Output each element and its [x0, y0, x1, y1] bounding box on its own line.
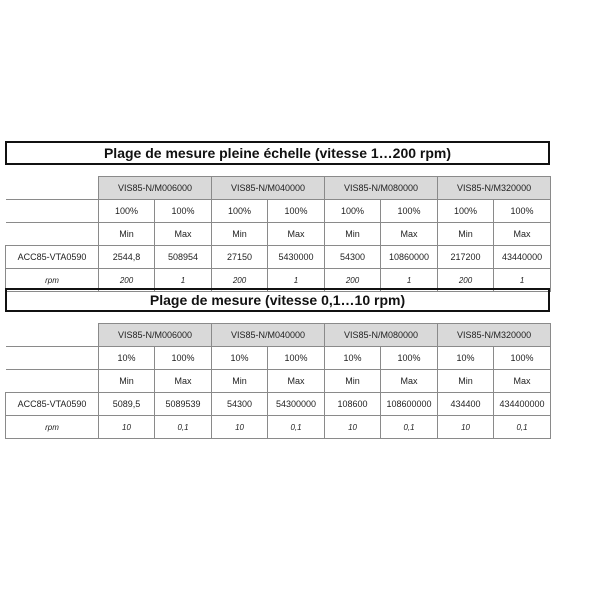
percent-cell: 10%	[325, 347, 381, 370]
minmax-cell: Min	[438, 223, 494, 246]
rpm-cell: 10	[325, 416, 381, 439]
model-header: VIS85-N/M320000	[438, 324, 551, 347]
range-section-full-scale	[5, 141, 550, 292]
minmax-cell: Min	[212, 370, 268, 393]
rpm-cell: 10	[438, 416, 494, 439]
measurement-table	[5, 176, 551, 292]
empty-cell	[6, 324, 99, 347]
rpm-label: rpm	[6, 416, 99, 439]
model-header-row	[6, 177, 551, 200]
minmax-cell: Max	[381, 223, 438, 246]
value-cell: 54300	[212, 393, 268, 416]
rpm-cell: 0,1	[494, 416, 551, 439]
rpm-cell: 200	[438, 269, 494, 292]
section-title: Plage de mesure pleine échelle (vitesse 1…200 rpm)	[5, 141, 550, 165]
rpm-cell: 0,1	[268, 416, 325, 439]
value-cell: 108600000	[381, 393, 438, 416]
empty-cell	[6, 223, 99, 246]
rpm-cell: 1	[381, 269, 438, 292]
percent-cell: 100%	[268, 347, 325, 370]
value-row	[6, 393, 551, 416]
range-section-low-speed	[5, 288, 550, 439]
percent-cell: 100%	[212, 200, 268, 223]
model-header: VIS85-N/M080000	[325, 177, 438, 200]
rpm-cell: 1	[155, 269, 212, 292]
percent-cell: 100%	[494, 347, 551, 370]
minmax-cell: Max	[155, 223, 212, 246]
minmax-cell: Max	[494, 370, 551, 393]
minmax-cell: Max	[381, 370, 438, 393]
value-cell: 10860000	[381, 246, 438, 269]
empty-cell	[6, 177, 99, 200]
percent-cell: 10%	[212, 347, 268, 370]
rpm-label: rpm	[6, 269, 99, 292]
row-label: ACC85-VTA0590	[6, 393, 99, 416]
rpm-cell: 1	[494, 269, 551, 292]
percent-cell: 100%	[155, 200, 212, 223]
empty-cell	[6, 200, 99, 223]
minmax-cell: Min	[99, 223, 155, 246]
minmax-cell: Max	[268, 223, 325, 246]
value-cell: 434400	[438, 393, 494, 416]
value-cell: 2544,8	[99, 246, 155, 269]
minmax-row	[6, 223, 551, 246]
model-header: VIS85-N/M040000	[212, 324, 325, 347]
value-cell: 27150	[212, 246, 268, 269]
rpm-cell: 200	[99, 269, 155, 292]
model-header: VIS85-N/M040000	[212, 177, 325, 200]
value-cell: 54300000	[268, 393, 325, 416]
minmax-cell: Min	[99, 370, 155, 393]
percent-cell: 100%	[381, 347, 438, 370]
value-cell: 54300	[325, 246, 381, 269]
model-header: VIS85-N/M006000	[99, 177, 212, 200]
percent-row	[6, 347, 551, 370]
value-cell: 5089539	[155, 393, 212, 416]
minmax-cell: Min	[325, 223, 381, 246]
value-row	[6, 246, 551, 269]
value-cell: 108600	[325, 393, 381, 416]
value-cell: 5089,5	[99, 393, 155, 416]
minmax-cell: Max	[268, 370, 325, 393]
rpm-cell: 10	[212, 416, 268, 439]
rpm-row	[6, 416, 551, 439]
row-label: ACC85-VTA0590	[6, 246, 99, 269]
percent-row	[6, 200, 551, 223]
rpm-cell: 200	[212, 269, 268, 292]
value-cell: 5430000	[268, 246, 325, 269]
percent-cell: 100%	[99, 200, 155, 223]
value-cell: 43440000	[494, 246, 551, 269]
percent-cell: 10%	[99, 347, 155, 370]
value-cell: 434400000	[494, 393, 551, 416]
percent-cell: 100%	[381, 200, 438, 223]
percent-cell: 100%	[268, 200, 325, 223]
model-header-row	[6, 324, 551, 347]
value-cell: 508954	[155, 246, 212, 269]
minmax-cell: Min	[212, 223, 268, 246]
measurement-table	[5, 323, 551, 439]
empty-cell	[6, 370, 99, 393]
minmax-cell: Min	[325, 370, 381, 393]
percent-cell: 10%	[438, 347, 494, 370]
rpm-cell: 0,1	[381, 416, 438, 439]
minmax-cell: Min	[438, 370, 494, 393]
percent-cell: 100%	[438, 200, 494, 223]
minmax-cell: Max	[155, 370, 212, 393]
rpm-cell: 200	[325, 269, 381, 292]
minmax-row	[6, 370, 551, 393]
percent-cell: 100%	[325, 200, 381, 223]
empty-cell	[6, 347, 99, 370]
model-header: VIS85-N/M006000	[99, 324, 212, 347]
model-header: VIS85-N/M080000	[325, 324, 438, 347]
percent-cell: 100%	[155, 347, 212, 370]
rpm-cell: 1	[268, 269, 325, 292]
percent-cell: 100%	[494, 200, 551, 223]
minmax-cell: Max	[494, 223, 551, 246]
rpm-cell: 10	[99, 416, 155, 439]
section-title: Plage de mesure (vitesse 0,1…10 rpm)	[5, 288, 550, 312]
rpm-cell: 0,1	[155, 416, 212, 439]
value-cell: 217200	[438, 246, 494, 269]
model-header: VIS85-N/M320000	[438, 177, 551, 200]
